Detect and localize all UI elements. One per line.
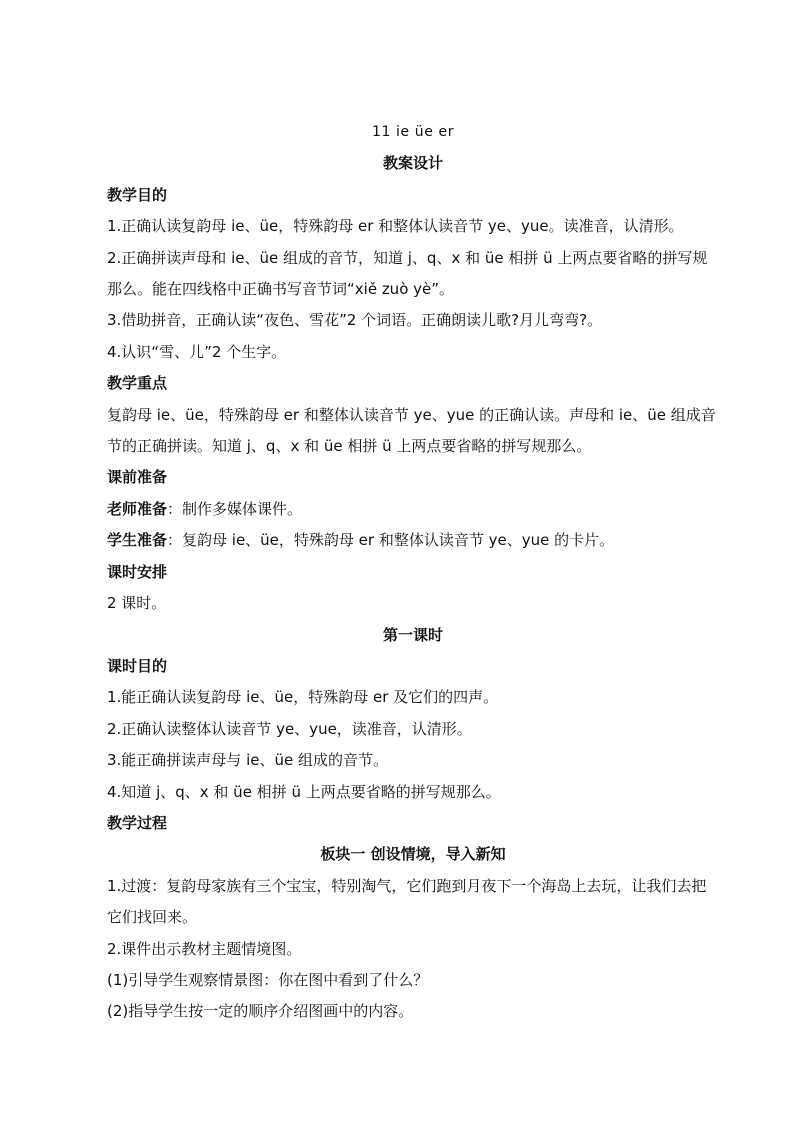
- block1-item-3: (1)引导学生观察情景图：你在图中看到了什么？: [107, 970, 429, 989]
- teacher-prep-text: ：制作多媒体课件。: [167, 499, 303, 518]
- focus-text: 复韵母 ie、üe，特殊韵母 er 和整体认读音节 ye、yue 的正确认读。声母和 ie、üe 组成音节的正确拼读。知道 j、q、x 和 üe 相拼 ü 上两点要省略的拼写规那么。: [107, 405, 716, 456]
- block1-item-2: 2.课件出示教材主题情境图。: [107, 939, 302, 958]
- objective-item-4: 4.认识“雪、儿”2 个生字。: [107, 342, 287, 361]
- document-content: [107, 117, 719, 1028]
- process-heading: 教学过程: [107, 813, 168, 832]
- objective-item-3: 3.借助拼音，正确认读“夜色、雪花”2 个词语。正确朗读儿歌?月儿弯弯?。: [107, 311, 603, 330]
- schedule-heading: 课时安排: [107, 562, 168, 581]
- teacher-prep-label: 老师准备: [107, 499, 168, 518]
- lesson1-heading: 第一课时: [382, 625, 443, 644]
- schedule-text: 2 课时。: [107, 594, 167, 613]
- block1-item-1: 1.过渡：复韵母家族有三个宝宝，特别淘气，它们跑到月夜下一个海岛上去玩，让我们去把它们找回来。: [107, 876, 707, 927]
- student-prep-text: ：复韵母 ie、üe，特殊韵母 er 和整体认读音节 ye、yue 的卡片。: [167, 531, 615, 550]
- lesson1-goal-4: 4.知道 j、q、x 和 üe 相拼 ü 上两点要省略的拼写规那么。: [107, 782, 501, 801]
- lesson-title: 11 ie üe er: [371, 124, 455, 140]
- objectives-heading: 教学目的: [107, 185, 168, 204]
- teacher-prep: [107, 494, 719, 525]
- student-prep-label: 学生准备: [107, 531, 168, 550]
- student-prep: [107, 525, 719, 556]
- lesson1-goal-1: 1.能正确认读复韵母 ie、üe，特殊韵母 er 及它们的四声。: [107, 688, 499, 707]
- objective-item-1: 1.正确认读复韵母 ie、üe，特殊韵母 er 和整体认读音节 ye、yue。读准音，认清形。: [107, 217, 684, 236]
- block1-item-4: (2)指导学生按一定的顺序介绍图画中的内容。: [107, 1002, 414, 1021]
- lesson1-goals-heading: 课时目的: [107, 656, 168, 675]
- focus-heading: 教学重点: [107, 374, 168, 393]
- prep-heading: 课前准备: [107, 468, 168, 487]
- block1-heading: 板块一 创设情境，导入新知: [320, 845, 506, 864]
- lesson-subtitle: 教案设计: [382, 154, 443, 173]
- objective-item-2: 2.正确拼读声母和 ie、üe 组成的音节，知道 j、q、x 和 üe 相拼 ü 上两点要省略的拼写规那么。能在四线格中正确书写音节词“xiě zuò yè”。: [107, 248, 708, 299]
- lesson1-goal-3: 3.能正确拼读声母与 ie、üe 组成的音节。: [107, 751, 388, 770]
- lesson1-goal-2: 2.正确认读整体认读音节 ye、yue，读准音，认清形。: [107, 719, 472, 738]
